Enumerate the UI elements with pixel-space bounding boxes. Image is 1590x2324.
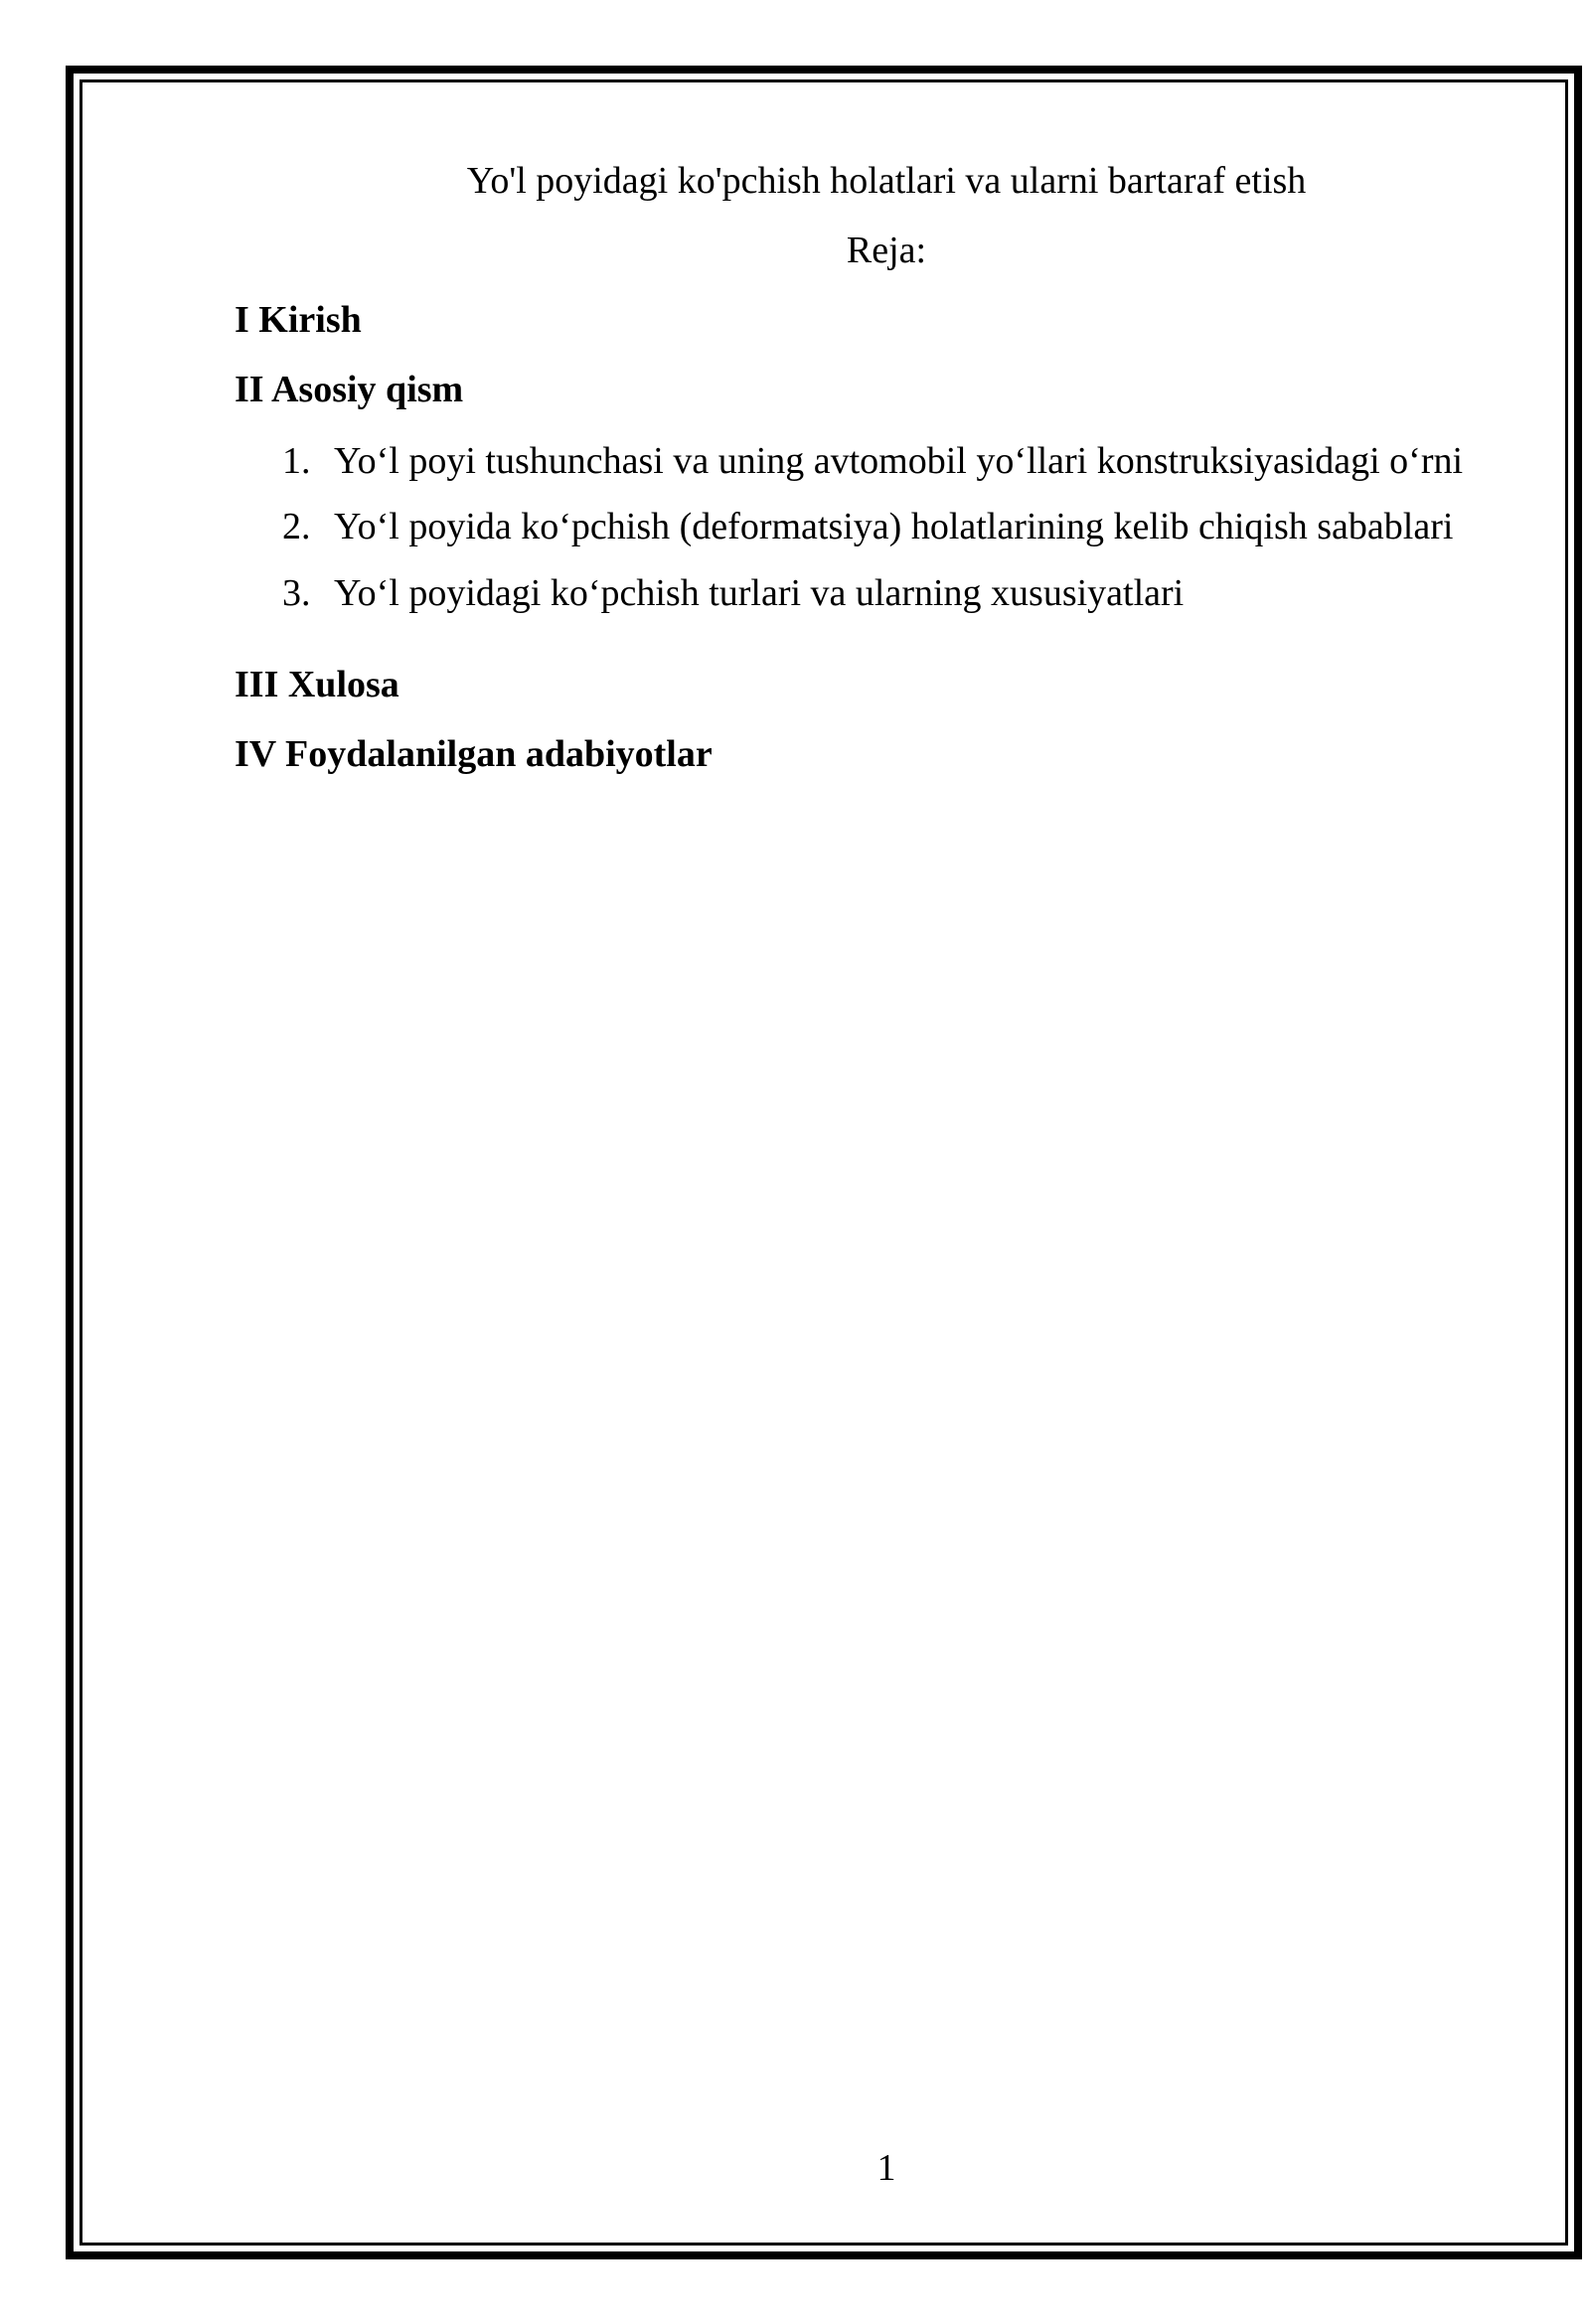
list-item-text: Yo‘l poyi tushunchasi va uning avtomobil yo‘llari konstruksiyasidagi o‘rni	[334, 440, 1464, 482]
list-item-number: 1.	[282, 440, 311, 482]
page-title: Yo'l poyidagi ko'pchish holatlari va ularni bartaraf etish	[466, 160, 1307, 202]
list-item-number: 2.	[282, 506, 311, 547]
section-heading-intro: I Kirish	[235, 299, 362, 341]
section-heading-references: IV Foydalanilgan adabiyotlar	[235, 733, 713, 775]
list-item	[282, 437, 1463, 485]
list-item	[282, 503, 1453, 550]
plan-heading: Reja:	[846, 230, 927, 271]
section-heading-conclusion: III Xulosa	[235, 664, 399, 705]
page-number: 1	[876, 2147, 896, 2189]
list-item-text: Yo‘l poyidagi ko‘pchish turlari va ularning xususiyatlari	[334, 572, 1185, 614]
list-item-text: Yo‘l poyida ko‘pchish (deformatsiya) holatlarining kelib chiqish sabablari	[334, 506, 1454, 547]
list-item	[282, 569, 1184, 617]
section-heading-main: II Asosiy qism	[235, 369, 464, 410]
list-item-number: 3.	[282, 572, 311, 614]
